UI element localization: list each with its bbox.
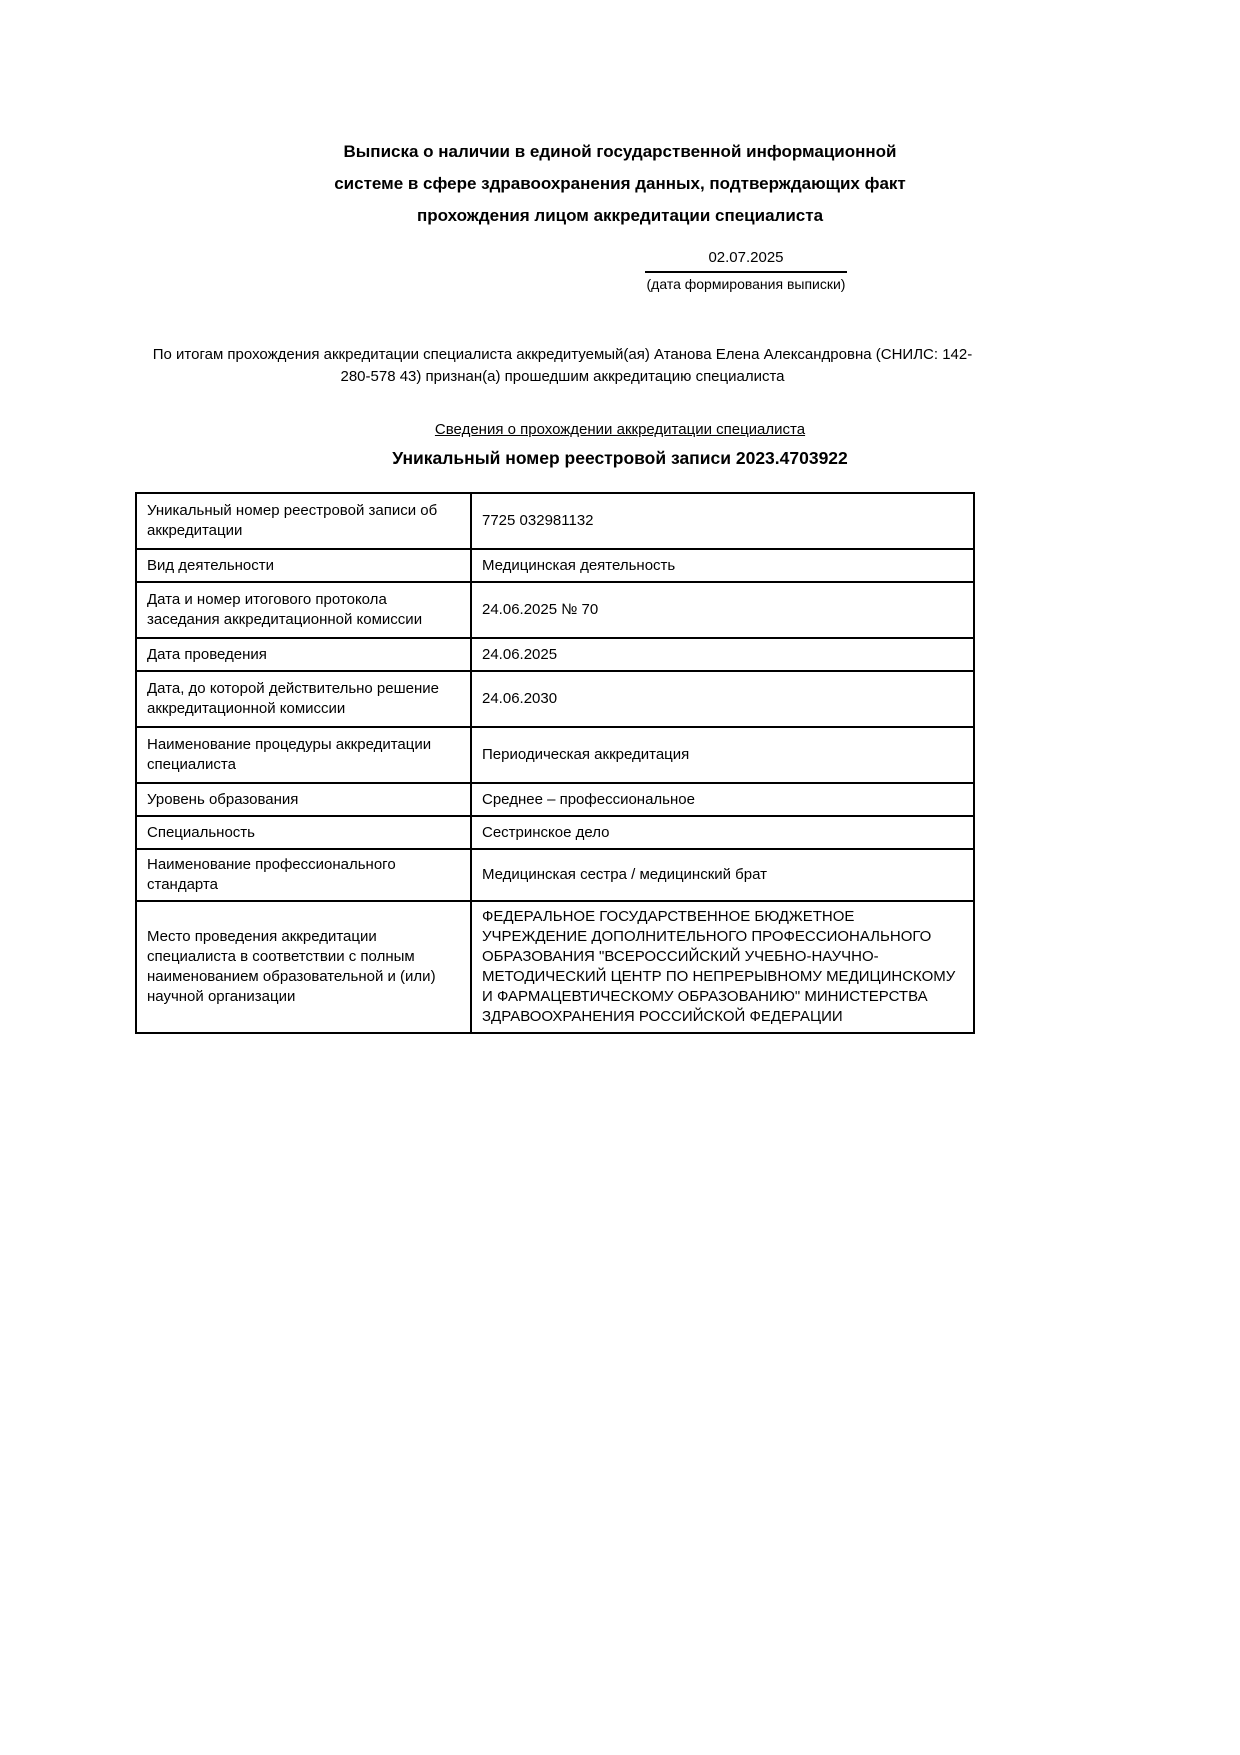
field-label-cell: Уникальный номер реестровой записи об аккредитации xyxy=(136,493,471,549)
table-row xyxy=(136,816,974,849)
field-value-cell: Периодическая аккредитация xyxy=(471,727,974,783)
table-row xyxy=(136,727,974,783)
table-row xyxy=(136,783,974,816)
accreditation-table xyxy=(135,492,975,1034)
field-label-cell: Место проведения аккредитации специалиста в соответствии с полным наименованием образовательной и (или) научной организации xyxy=(136,901,471,1033)
table-row xyxy=(136,671,974,727)
field-value-cell: 24.06.2025 № 70 xyxy=(471,582,974,638)
field-value-cell: 24.06.2030 xyxy=(471,671,974,727)
table-row xyxy=(136,493,974,549)
intro-paragraph: По итогам прохождения аккредитации специалиста аккредитуемый(ая) Атанова Елена Александровна (СНИЛС: 142-280-578 43) признан(а) прошедшим аккредитацию специалиста xyxy=(152,346,973,385)
field-label-cell: Уровень образования xyxy=(136,783,471,816)
field-label-cell: Вид деятельности xyxy=(136,549,471,582)
issue-date-value: 02.07.2025 xyxy=(645,247,847,273)
field-label-cell: Специальность xyxy=(136,816,471,849)
field-value-cell: 24.06.2025 xyxy=(471,638,974,671)
field-value-cell: Медицинская сестра / медицинский брат xyxy=(471,849,974,901)
table-row xyxy=(136,849,974,901)
field-label-cell: Наименование процедуры аккредитации специалиста xyxy=(136,727,471,783)
section-heading: Сведения о прохождении аккредитации специалиста xyxy=(434,421,806,438)
document-title: Выписка о наличии в единой государственной информационной системе в сфере здравоохранения данных, подтверждающих факт прохождения лицом аккредитации специалиста xyxy=(334,142,906,225)
field-label-cell: Наименование профессионального стандарта xyxy=(136,849,471,901)
registry-number-heading: Уникальный номер реестровой записи 2023.4703922 xyxy=(392,448,848,468)
field-value-cell: Среднее – профессиональное xyxy=(471,783,974,816)
table-row xyxy=(136,638,974,671)
issue-date-caption: (дата формирования выписки) xyxy=(646,276,846,292)
field-label-cell: Дата, до которой действительно решение аккредитационной комиссии xyxy=(136,671,471,727)
field-value-cell: 7725 032981132 xyxy=(471,493,974,549)
field-value-cell: Медицинская деятельность xyxy=(471,549,974,582)
field-label-cell: Дата проведения xyxy=(136,638,471,671)
table-row xyxy=(136,901,974,1033)
field-value-cell: Сестринское дело xyxy=(471,816,974,849)
field-value-cell: ФЕДЕРАЛЬНОЕ ГОСУДАРСТВЕННОЕ БЮДЖЕТНОЕ УЧРЕЖДЕНИЕ ДОПОЛНИТЕЛЬНОГО ПРОФЕССИОНАЛЬНОГО ОБРАЗОВАНИЯ "ВСЕРОССИЙСКИЙ УЧЕБНО-НАУЧНО-МЕТОДИЧЕСКИЙ ЦЕНТР ПО НЕПРЕРЫВНОМУ МЕДИЦИНСКОМУ И ФАРМАЦЕВТИЧЕСКОМУ ОБРАЗОВАНИЮ" МИНИСТЕРСТВА ЗДРАВООХРАНЕНИЯ РОССИЙСКОЙ ФЕДЕРАЦИИ xyxy=(471,901,974,1033)
field-label-cell: Дата и номер итогового протокола заседания аккредитационной комиссии xyxy=(136,582,471,638)
issue-date-block xyxy=(645,247,847,293)
table-row xyxy=(136,582,974,638)
table-row xyxy=(136,549,974,582)
